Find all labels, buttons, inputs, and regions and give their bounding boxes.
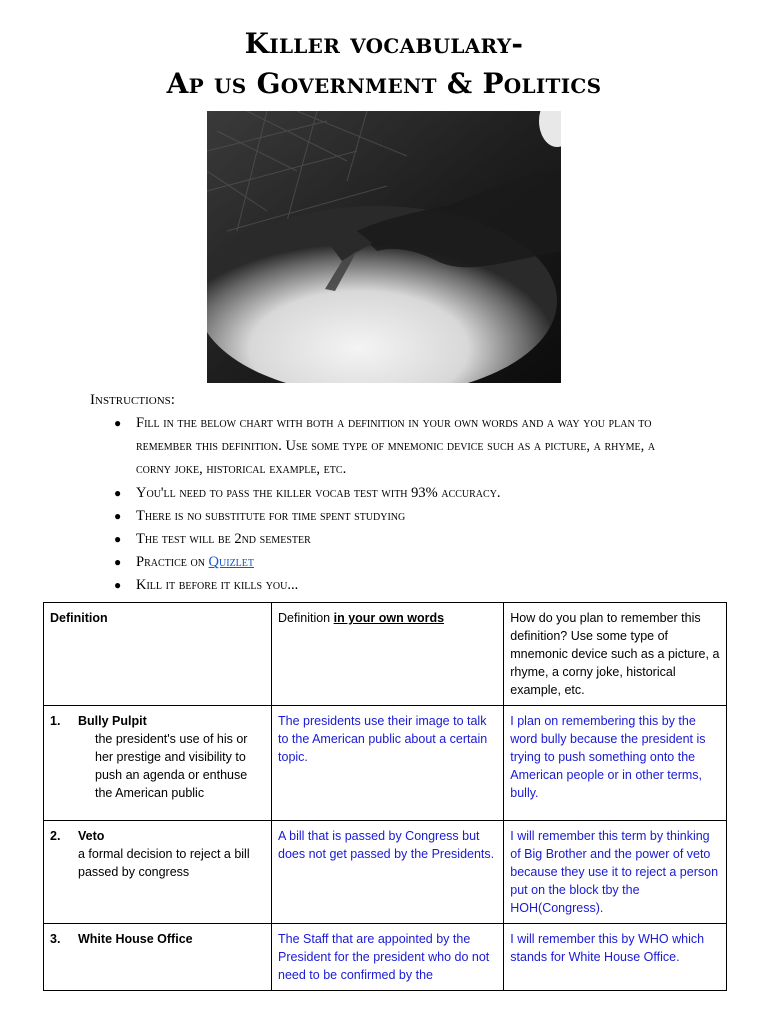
instruction-item: ● Fill in the below chart with both a definition in your own words and a way you plan to remember this definition. Use some type of mnemonic device such as a picture, a rhyme, a corny joke, historical example, etc. bbox=[90, 412, 690, 482]
term-definition: a formal decision to reject a bill passed by congress bbox=[78, 847, 250, 879]
bullet-icon: ● bbox=[114, 508, 122, 523]
shadow-knife-photo bbox=[207, 111, 561, 383]
bullet-icon: ● bbox=[114, 485, 122, 500]
table-row bbox=[44, 821, 727, 924]
header-definition: Definition bbox=[44, 603, 272, 706]
term-name: Veto bbox=[78, 829, 105, 843]
quizlet-link[interactable]: Quizlet bbox=[208, 554, 255, 571]
term-definition: the president's use of his or her prestige and visibility to push an agenda or enthuse the American public bbox=[95, 732, 248, 800]
term-cell: 3. White House Office bbox=[44, 924, 272, 991]
bullet-icon: ● bbox=[114, 532, 122, 547]
instruction-item: ● There is no substitute for time spent studying bbox=[90, 505, 690, 528]
instruction-item-practice: ● Practice on Quizlet bbox=[90, 551, 690, 574]
term-cell: 1. Bully Pulpit the president's use of his or her prestige and visibility to push an agenda or enthuse the American public bbox=[44, 706, 272, 821]
table-row bbox=[44, 924, 727, 991]
header-own-words: Definition in your own words bbox=[272, 603, 504, 706]
own-words-cell[interactable]: The presidents use their image to talk to the American public about a certain topic. bbox=[272, 706, 504, 821]
own-words-cell[interactable]: The Staff that are appointed by the President for the president who do not need to be confirmed by the bbox=[272, 924, 504, 991]
header-remember: How do you plan to remember this definition? Use some type of mnemonic device such as a picture, a rhyme, a corny joke, historical example, etc. bbox=[504, 603, 727, 706]
term-name: Bully Pulpit bbox=[78, 714, 147, 728]
table-header-row bbox=[44, 603, 727, 706]
bullet-icon: ● bbox=[114, 578, 122, 593]
title-line-2: Ap us Government & Politics bbox=[166, 67, 602, 100]
table-row bbox=[44, 706, 727, 821]
remember-cell[interactable]: I plan on remembering this by the word bully because the president is trying to push something onto the American people or in other terms, bully. bbox=[504, 706, 727, 821]
remember-cell[interactable]: I will remember this term by thinking of Big Brother and the power of veto because they use it to reject a person put on the block tby the HOH(Congress). bbox=[504, 821, 727, 924]
instruction-item: ● You'll need to pass the killer vocab test with 93% accuracy. bbox=[90, 482, 690, 505]
remember-cell[interactable]: I will remember this by WHO which stands for White House Office. bbox=[504, 924, 727, 991]
instruction-item: ● The test will be 2nd semester bbox=[90, 528, 690, 551]
term-cell: 2. Veto a formal decision to reject a bill passed by congress bbox=[44, 821, 272, 924]
title-line-1: Killer vocabulary- bbox=[244, 27, 524, 60]
vocabulary-table bbox=[43, 602, 727, 991]
instructions-list bbox=[90, 412, 690, 598]
bullet-icon: ● bbox=[114, 416, 122, 430]
instruction-item: ● Kill it before it kills you... bbox=[90, 574, 690, 597]
own-words-cell[interactable]: A bill that is passed by Congress but does not get passed by the Presidents. bbox=[272, 821, 504, 924]
bullet-icon: ● bbox=[114, 555, 122, 570]
document-title bbox=[0, 24, 768, 104]
term-name: White House Office bbox=[78, 932, 193, 946]
instructions-heading: Instructions: bbox=[90, 392, 175, 408]
